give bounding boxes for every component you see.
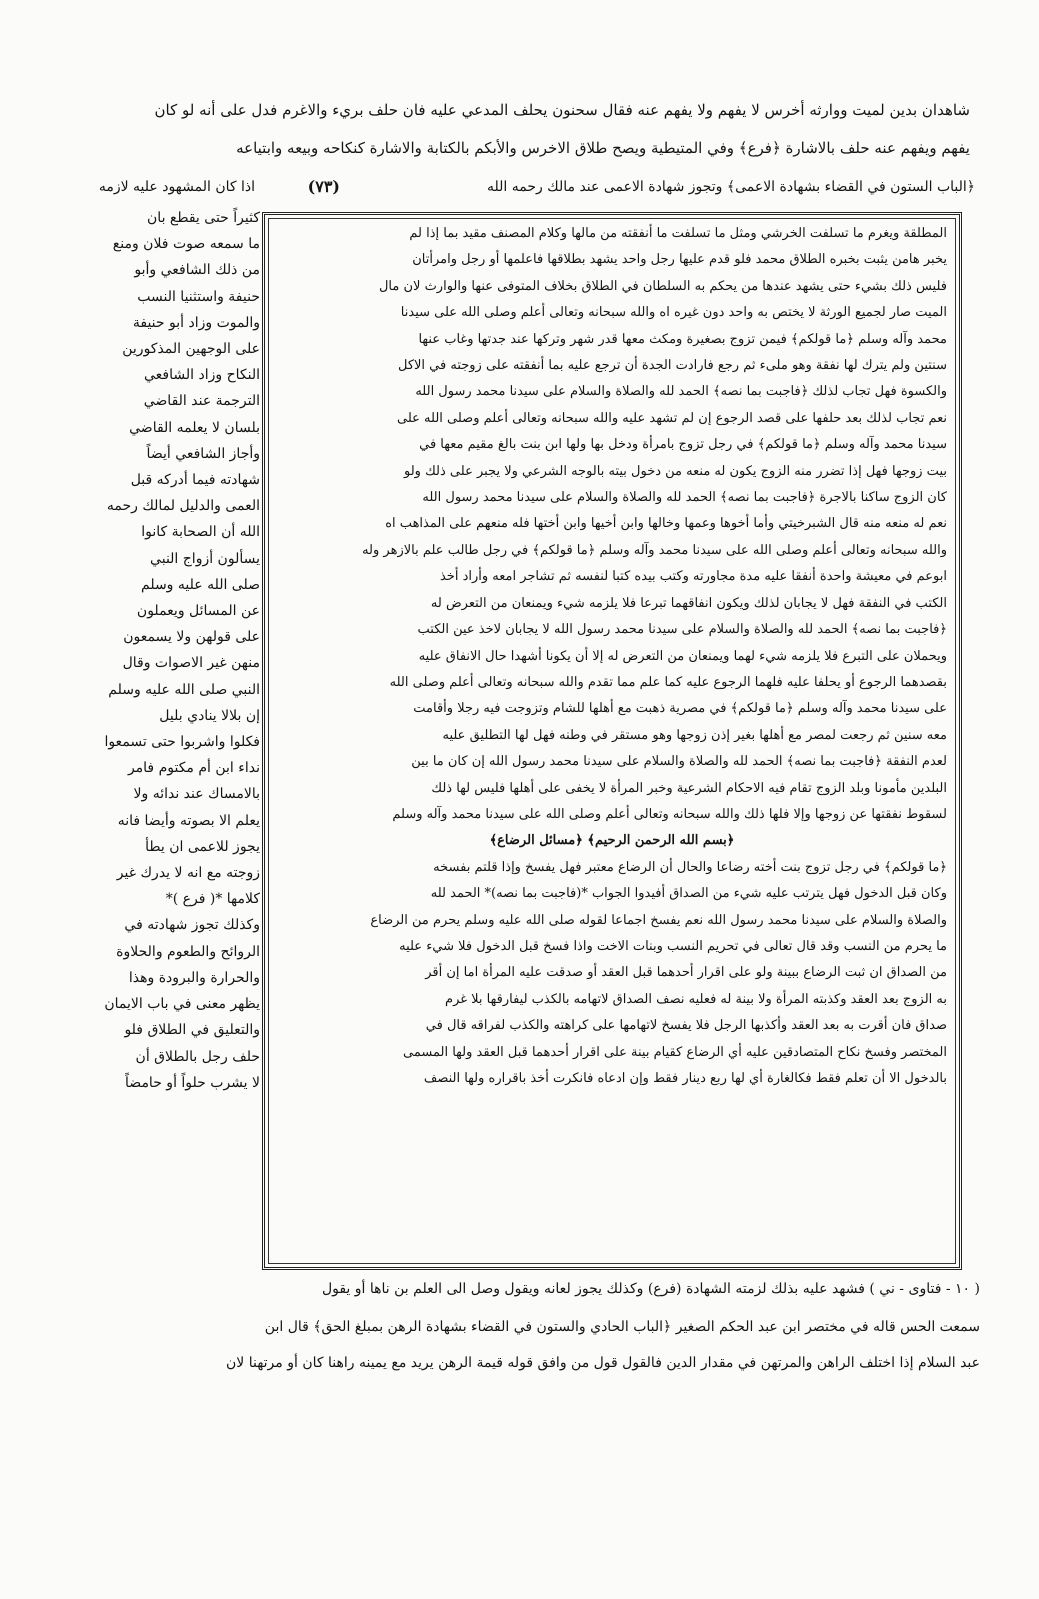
main-line: ويحملان على التبرع فلا يلزمه شيء لهما ويمنعان من التعرض له إلا أن يكونا أشهدا حال الانفاق عليه: [418, 648, 947, 664]
main-line: المطلقة ويغرم ما تسلفت الخرشي ومثل ما تسلفت ما أنفقته من مالها وكلام المصنف مقيد بما إذا لم: [409, 226, 947, 241]
margin-line: وكذلك تجوز شهادته في: [124, 917, 260, 934]
margin-line: الله أن الصحابة كانوا: [141, 524, 260, 541]
margin-line: يظهر معنى في باب الايمان: [104, 996, 260, 1013]
margin-line: والحرارة والبرودة وهذا: [128, 969, 260, 986]
main-line: والله سبحانه وتعالى أعلم وصلى الله على سيدنا محمد وآله وسلم ﴿ما قولكم﴾ في رجل طالب علم بالازهر وله: [362, 542, 947, 558]
margin-text-start: اذا كان المشهود عليه لازمه: [98, 179, 255, 195]
margin-line: حنيفة واستثنيا النسب: [137, 288, 260, 305]
margin-line: منهن غير الاصوات وقال: [122, 655, 260, 672]
margin-column: [38, 205, 260, 1265]
margin-line: يسألون أزواج النبي: [150, 550, 260, 567]
margin-line: الروائح والطعوم والحلاوة: [116, 943, 260, 960]
main-line: البلدين مأمونا وبلد الزوج تقام فيه الاحكام الشرعية وخبر المرأة لا يخفى على أهلها فليس لها ذلك: [431, 780, 947, 796]
bottom-text-line-3: عبد السلام إذا اختلف الراهن والمرتهن في مقدار الدين فالقول قول من وافق قوله قيمة الرهن يريد مع يمينه راهنا كان أو مرتهنا لان: [226, 1355, 980, 1371]
chapter-title: ﴿الباب الستون في القضاء بشهادة الاعمى﴾ وتجوز شهادة الاعمى عند مالك رحمه الله: [486, 179, 975, 195]
main-line: وكان قبل الدخول فهل يترتب عليه شيء من الصداق أفيدوا الجواب *(فاجبت بما نصه)* الحمد لله: [430, 886, 947, 902]
main-line: نعم تجاب لذلك بعد حلفها على قصد الرجوع إن لم تشهد عليه والله سبحانه وتعالى أعلم وصلى الله على: [397, 410, 947, 426]
main-line: والصلاة والسلام على سيدنا محمد رسول الله نعم يفسخ اجماعا لقوله صلى الله عليه وسلم يحرم من الرضاع: [370, 912, 947, 928]
margin-line: صلى الله عليه وسلم: [141, 576, 260, 593]
margin-line: نداء ابن أم مكتوم فامر: [127, 760, 260, 777]
margin-line: العمى والدليل لمالك رحمه: [106, 498, 260, 515]
main-line: كان الزوج ساكنا بالاجرة ﴿فاجبت بما نصه﴾ الحمد لله والصلاة والسلام على سيدنا محمد رسول الله: [422, 490, 947, 506]
running-header: [40, 175, 975, 199]
main-line: بقصدهما الرجوع أو يحلفا عليه فلهما الرجوع عليه كما علم مما تقدم والله سبحانه وتعالى أعلم وصلى الله: [389, 674, 947, 690]
margin-line: حلف رجل بالطلاق أن: [135, 1048, 260, 1065]
margin-line: النبي صلى الله عليه وسلم: [108, 681, 260, 698]
margin-line: يعلم الا بصوته وأيضا فانه: [117, 812, 260, 829]
margin-line: شهادته فيما أدركه قبل: [130, 472, 260, 489]
main-line: نعم له منعه منه قال الشبرخيتي وأما أخوها وعمها وخالها وابن أخيها وابن أختها فله منعهم على المذاهب اه: [385, 516, 947, 532]
main-line: على سيدنا محمد وآله وسلم ﴿ما قولكم﴾ في مصرية ذهبت مع أهلها للشام وتزوجت فيه رجلا وأقامت: [413, 701, 947, 717]
main-line: بيت زوجها فهل إذا تضرر منه الزوج يكون له منعه من دخول بيته بالوجه الشرعي ولا يجبر على ذلك ولو: [404, 463, 947, 479]
margin-line: على الوجهين المذكورين: [122, 341, 260, 358]
main-text-body: [268, 218, 956, 1264]
main-line: المختصر وفسخ نكاح المتصادقين عليه أي الرضاع كقيام بينة على اقرار أحدهما قبل العقد ولها المسمى: [403, 1044, 947, 1060]
main-line: سنتين ولم يترك لها نفقة وهو ملىء ثم رجع فارادت الجدة أن ترجع عليه بما أنفقته على زوجته في الاكل: [397, 358, 947, 374]
main-line: ابوعم في معيشة واحدة أنفقا عليه مدة مجاورته وكتب بيده كتبا لنفسه ثم تشاجر امعه وأراد أخذ: [439, 569, 947, 585]
margin-line: على قولهن ولا يسمعون: [123, 629, 260, 646]
margin-line: ما سمعه صوت فلان ومنع: [112, 236, 260, 253]
page-number: (٧٣): [307, 177, 340, 196]
margin-line: زوجته مع انه لا يدرك غير: [116, 865, 260, 882]
margin-line: كثيراً حتى يقطع بان: [147, 210, 260, 226]
main-line: بالدخول الا أن تعلم فقط فكالغارة أي لها ربع دينار فقط وإن ادعاه فانكرت أخذ باقراره ولها النصف: [423, 1071, 947, 1086]
main-line: والكسوة فهل تجاب لذلك ﴿فاجبت بما نصه﴾ الحمد لله والصلاة والسلام على سيدنا محمد رسول الله: [415, 384, 947, 400]
margin-line: والتعليق في الطلاق فلو: [124, 1022, 260, 1039]
margin-line: الترجمة عند القاضي: [143, 393, 260, 410]
margin-line: وأجاز الشافعي أيضاً: [146, 445, 260, 462]
main-line: الكتب في النفقة فهل لا يجابان لذلك ويكون انفاقهما تبرعا فلا يلزمه شيء ويمنعان من التعرض له: [430, 595, 947, 611]
main-line: يخبر هامن يثبت بخبره الطلاق محمد فلو قدم عليها رجل واحد يشهد بطلاقها فاعلمها أو رجل وامرأتان: [412, 252, 947, 268]
margin-line: بلسان لا يعلمه القاضي: [129, 419, 260, 436]
margin-line: لا يشرب حلواً أو حامضاً: [125, 1074, 260, 1091]
margin-line: النكاح وزاد الشافعي: [144, 367, 260, 384]
main-line: لعدم النفقة ﴿فاجبت بما نصه﴾ الحمد لله والصلاة والسلام على سيدنا محمد رسول الله إن كان ما بين: [411, 754, 947, 770]
margin-line: يجوز للاعمى ان يطأ: [145, 838, 260, 855]
main-line: من الصداق ان ثبت الرضاع ببينة ولو على اقرار أحدهما قبل العقد أو صدقت عليه المرأة اما إن أقر: [425, 965, 947, 981]
bottom-text-line-1: ( ١٠ - فتاوى - ني ) فشهد عليه بذلك لزمته الشهادة (فرع) وكذلك يجوز لعانه ويقول وصل الى العلم بن ناها أو يقول: [321, 1281, 980, 1297]
main-text-frame: [262, 212, 962, 1270]
margin-line: إن بلالا ينادي بليل: [159, 707, 260, 724]
section-heading: ﴿بسم الله الرحمن الرحيم﴾ ﴿مسائل الرضاع﴾: [489, 833, 735, 849]
main-line: ما يحرم من النسب وقد قال تعالى في تحريم النسب وبنات الاخت واذا فسخ قبل الدخول فلا شيء عليه: [399, 938, 947, 954]
main-line: صداق فان أقرت به بعد العقد وأكذبها الرجل فلا يفسخ لاتهامها على كراهته والكذب لفراقه قال في: [425, 1018, 947, 1034]
margin-line: والموت وزاد أبو حنيفة: [132, 314, 260, 331]
main-line: محمد وآله وسلم ﴿ما قولكم﴾ فيمن تزوج بصغيرة ومكث معها قدر شهر وتركها عند جدتها وغاب عنها: [418, 331, 947, 347]
main-line: ﴿فاجبت بما نصه﴾ الحمد لله والصلاة والسلام على سيدنا محمد رسول الله لا يجابان لاخذ عين الكتب: [417, 622, 947, 638]
main-line: الميت صار لجميع الورثة لا يختص به واحد دون غيره اه والله سبحانه وتعالى أعلم وصلى الله على سيدنا: [400, 305, 947, 321]
margin-line: كلامها *( فرع )*: [165, 891, 260, 908]
main-line: ﴿ما قولكم﴾ في رجل تزوج بنت أخته رضاعا والحال أن الرضاع معتبر فهل يفسخ وإذا قلتم بفسخه: [433, 859, 947, 875]
top-text-line-2: يفهم ويفهم عنه حلف بالاشارة ﴿فرع﴾ وفي المتيطية ويصح طلاق الاخرس والأبكم بالكتابة والاشارة كنكاحه وبيعه وابتياعه: [236, 139, 970, 157]
main-line: لسقوط نفقتها عن زوجها وإلا فلها ذلك والله سبحانه وتعالى أعلم وصلى الله على سيدنا محمد وآله وسلم: [392, 806, 947, 822]
main-line: به الزوج بعد العقد وكذبته المرأة ولا بينة له فعليه نصف الصداق لاتهامه بالكذب ليفارقها بلا غرم: [445, 991, 947, 1007]
margin-line: بالامساك عند ندائه ولا: [133, 786, 260, 803]
margin-line: من ذلك الشافعي وأبو: [134, 262, 260, 279]
margin-line: عن المسائل ويعملون: [136, 603, 260, 620]
main-line: سيدنا محمد وآله وسلم ﴿ما قولكم﴾ في رجل تزوج بامرأة ودخل بها ولها ابن بنت بالغ مقيم معها في: [419, 437, 947, 453]
main-line: معه سنين ثم رجعت لمصر مع أهلها بغير إذن زوجها وهو مستقر في وطنه فهل لها التطليق عليه: [442, 727, 947, 743]
top-text-line-1: شاهدان بدين لميت ووارثه أخرس لا يفهم ولا يفهم عنه فقال سحنون يحلف المدعي عليه فان حلف بريء والاغرم فدل على أنه لو كان: [154, 101, 970, 119]
margin-line: فكلوا واشربوا حتى تسمعوا: [104, 734, 260, 751]
main-line: فليس ذلك بشيء حتى يشهد عندها من يحكم به السلطان في الطلاق بخلاف المتوفى عنها والوارث لان مال: [378, 278, 947, 294]
bottom-text-line-2: سمعت الحس قاله في مختصر ابن عبد الحكم الصغير ﴿الباب الحادي والستون في القضاء بشهادة الرهن بمبلغ الحق﴾ قال ابن: [264, 1319, 980, 1335]
